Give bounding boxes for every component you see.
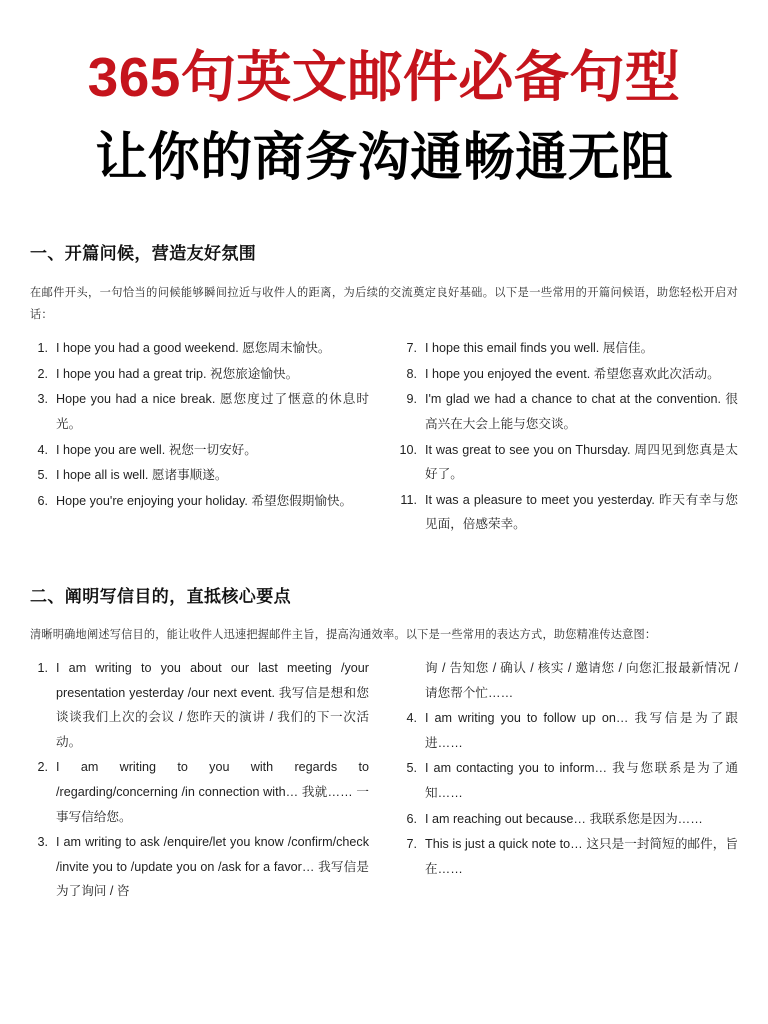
list-item: [399, 387, 738, 436]
list-item: [30, 489, 369, 514]
list-item: [30, 336, 369, 361]
list-item-text: I hope you had a great trip. 祝您旅途愉快。: [56, 366, 299, 381]
section-intro-paragraph: 在邮件开头，一句恰当的问候能够瞬间拉近与收件人的距离，为后续的交流奠定良好基础。以下是一些常用的开篇问候语，助您轻松开启对话：: [30, 286, 738, 321]
list-item-number: 2.: [37, 760, 48, 775]
list-item-text: Hope you had a nice break. 愿您度过了惬意的休息时光。: [56, 392, 369, 432]
list-item-number: 8.: [406, 366, 417, 381]
section-opening-greetings: [30, 243, 738, 537]
list-item-number: 2.: [37, 366, 48, 381]
list-item: [399, 756, 738, 805]
list-item-number: 11.: [400, 492, 417, 507]
phrase-list-right: [399, 656, 738, 881]
section-state-purpose: [30, 586, 738, 905]
list-item-number: 10.: [399, 442, 417, 457]
list-item-text: This is just a quick note to… 这只是一封简短的邮件，旨在……: [425, 837, 738, 876]
list-item-text: It was a pleasure to meet you yesterday. 昨天有幸与您见面，倍感荣幸。: [425, 492, 738, 532]
list-item: [399, 706, 738, 755]
list-item-text: I hope all is well. 愿诸事顺遂。: [56, 468, 228, 483]
list-item: [30, 387, 369, 436]
list-item-text: I hope this email finds you well. 展信佳。: [425, 341, 654, 356]
list-item: [30, 438, 369, 463]
list-item-text: I am reaching out because… 我联系您是因为……: [425, 811, 703, 826]
list-item-text: It was great to see you on Thursday. 周四见到您真是太好了。: [425, 442, 738, 482]
list-item-number: 6.: [406, 811, 417, 826]
list-item: [399, 336, 738, 361]
list-item: [30, 830, 369, 904]
list-item-number: 5.: [406, 761, 417, 776]
list-item-text: I hope you are well. 祝您一切安好。: [56, 442, 257, 457]
column-right: [399, 656, 738, 882]
list-item-text: I hope you enjoyed the event. 希望您喜欢此次活动。: [425, 366, 720, 381]
list-item-text: I am contacting you to inform… 我与您联系是为了通知……: [425, 761, 738, 800]
masthead: [0, 0, 768, 187]
list-item: [399, 438, 738, 487]
section-heading: 二、阐明写信目的，直抵核心要点: [30, 586, 291, 606]
phrase-list-left: [30, 336, 369, 513]
list-item-number: 4.: [406, 711, 417, 726]
list-item: [399, 362, 738, 387]
phrase-list-right: [399, 336, 738, 536]
column-left: [30, 656, 369, 904]
list-item-text: 询 / 告知您 / 确认 / 核实 / 邀请您 / 向您汇报最新情况 / 请您帮个忙……: [425, 661, 738, 700]
content-body: [0, 243, 768, 904]
column-left: [30, 336, 369, 514]
list-item-number: 1.: [37, 341, 48, 356]
list-item-continuation: [399, 656, 738, 705]
list-item: [30, 463, 369, 488]
list-item-number: 5.: [37, 468, 48, 483]
list-item: [30, 362, 369, 387]
page-title-sub: 让你的商务沟通畅通无阻: [95, 129, 673, 188]
list-item-number: 3.: [37, 392, 48, 407]
section-intro-paragraph: 清晰明确地阐述写信目的，能让收件人迅速把握邮件主旨，提高沟通效率。以下是一些常用的表达方式，助您精准传达意图：: [30, 628, 657, 641]
list-item-text: Hope you're enjoying your holiday. 希望您假期愉快。: [56, 493, 353, 508]
list-item: [399, 832, 738, 881]
list-item-text: I hope you had a good weekend. 愿您周末愉快。: [56, 341, 331, 356]
column-right: [399, 336, 738, 537]
list-item-number: 7.: [406, 837, 417, 852]
list-item-number: 1.: [37, 661, 48, 676]
list-item-number: 4.: [37, 442, 48, 457]
list-item-number: 9.: [406, 392, 417, 407]
list-item-text: I am writing to you about our last meeting /your presentation yesterday /our next event. 我写信是想和您谈谈我们上次的会议 / 您昨天的演讲 / 我们的下一次活动。: [56, 661, 369, 749]
page-title-main: 365句英文邮件必备句型: [87, 46, 681, 108]
list-item-number: 3.: [37, 835, 48, 850]
two-column-list: [30, 336, 738, 537]
list-item-text: I'm glad we had a chance to chat at the convention. 很高兴在大会上能与您交谈。: [425, 392, 738, 432]
list-item-number: 7.: [406, 341, 417, 356]
phrase-list-left: [30, 656, 369, 903]
section-heading: 一、开篇问候，营造友好氛围: [30, 244, 257, 264]
list-item: [30, 755, 369, 829]
list-item-text: I am writing you to follow up on… 我写信是为了跟进……: [425, 711, 738, 750]
list-item: [399, 807, 738, 832]
two-column-list: [30, 656, 738, 904]
list-item-text: I am writing to you with regards to /regarding/concerning /in connection with… 我就…… 一事写信给您。: [56, 760, 369, 824]
list-item-number: 6.: [37, 493, 48, 508]
list-item: [399, 488, 738, 537]
list-item-text: I am writing to ask /enquire/let you know /confirm/check /invite you to /update you on /ask for a favor… 我写信是为了询问 / 咨: [56, 835, 369, 899]
list-item: [30, 656, 369, 754]
